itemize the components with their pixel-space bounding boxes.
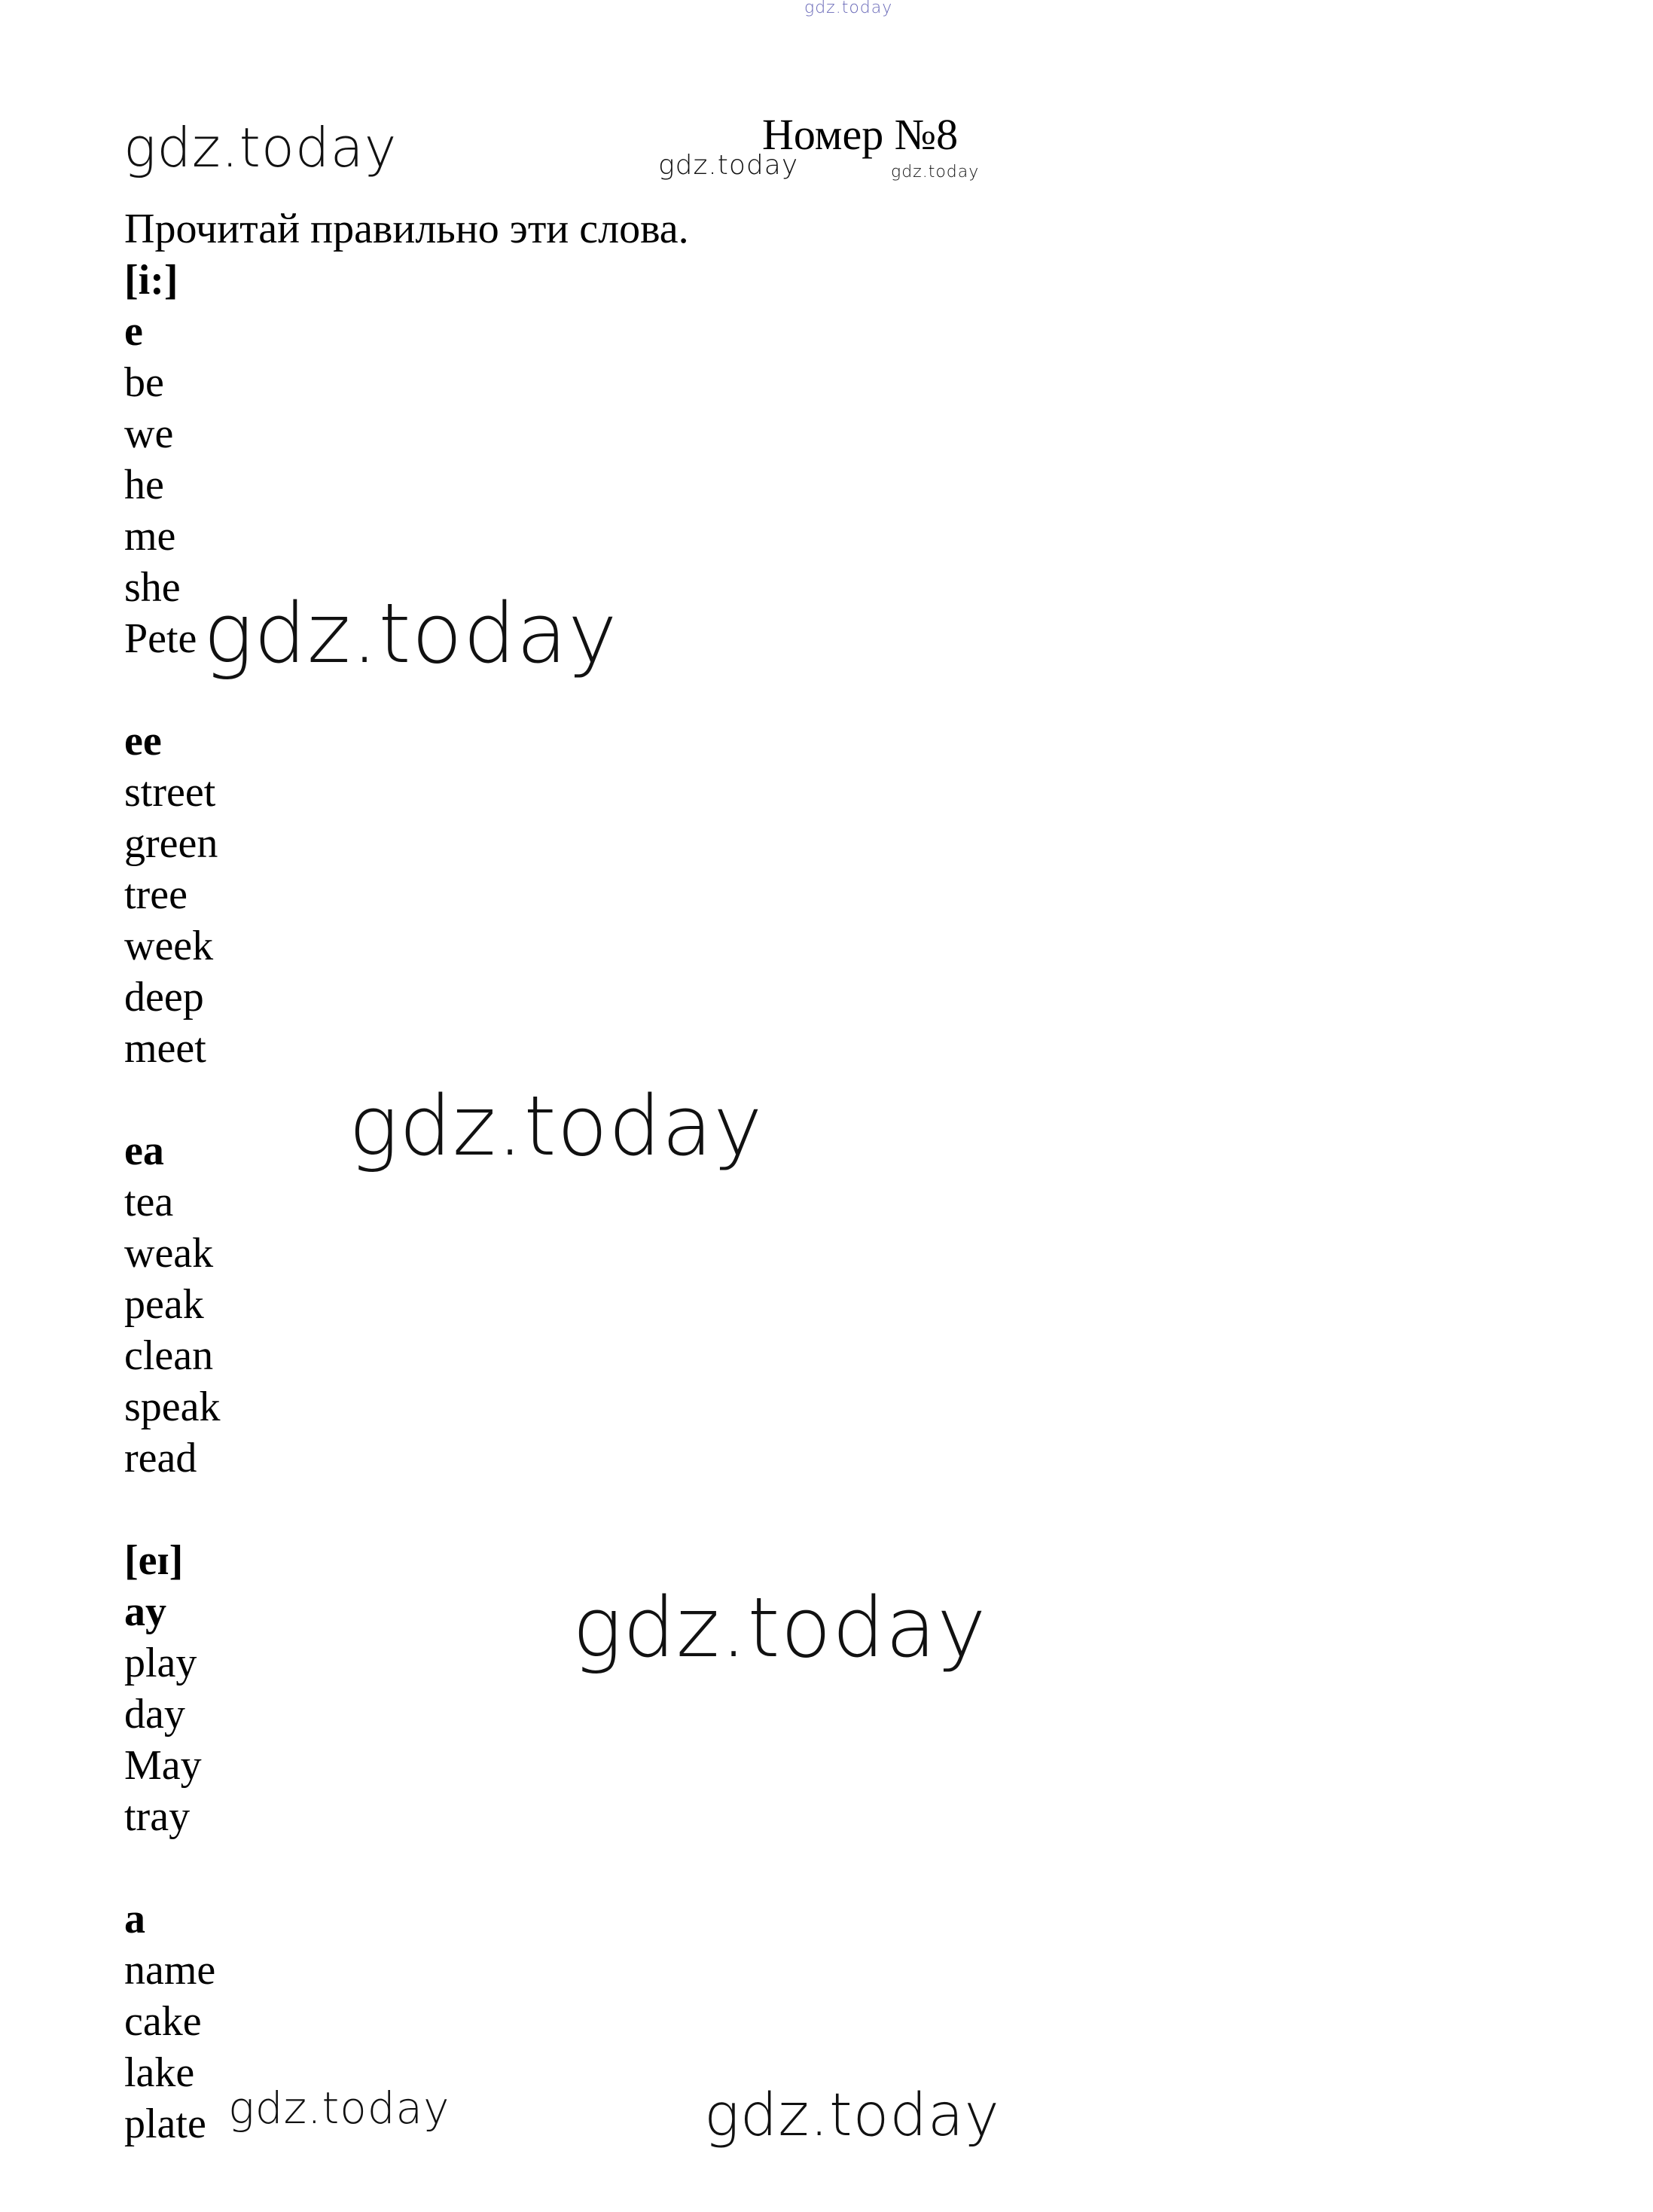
word-item: May <box>124 1742 202 1789</box>
word-item: street <box>124 769 216 816</box>
word-item: read <box>124 1435 197 1481</box>
word-item: we <box>124 410 174 457</box>
word-item: deep <box>124 974 204 1021</box>
word-item: me <box>124 513 176 560</box>
watermark-top: gdz.today <box>804 0 893 17</box>
word-item: he <box>124 462 164 508</box>
watermark-bottom-right: gdz.today <box>704 2082 1000 2149</box>
watermark-large: gdz.today <box>572 1579 987 1676</box>
watermark-large: gdz.today <box>203 585 618 682</box>
watermark-large: gdz.today <box>349 1078 764 1174</box>
group-spacer <box>124 1484 689 1535</box>
word-item: name <box>124 1947 216 1994</box>
group-label-ee: ee <box>124 718 162 764</box>
word-item: lake <box>124 2049 195 2096</box>
word-item: meet <box>124 1025 206 1072</box>
exercise-content <box>124 203 689 2149</box>
word-item: speak <box>124 1384 221 1430</box>
group-label-ea: ea <box>124 1127 164 1174</box>
word-item: tree <box>124 871 188 918</box>
word-item: peak <box>124 1281 204 1328</box>
watermark-header-small: gdz.today <box>658 150 799 181</box>
word-item: cake <box>124 1998 202 2045</box>
sound-heading-i: [i:] <box>124 257 178 304</box>
page-title: Номер №8 <box>762 110 959 159</box>
word-item: day <box>124 1691 185 1738</box>
watermark-header-tiny: gdz.today <box>891 163 980 182</box>
word-item: tea <box>124 1179 174 1225</box>
word-item: Pete <box>124 615 197 662</box>
word-item: play <box>124 1640 197 1686</box>
word-item: week <box>124 923 214 969</box>
group-label-a: a <box>124 1896 145 1942</box>
word-item: clean <box>124 1332 214 1379</box>
word-item: green <box>124 820 218 867</box>
group-label-e: e <box>124 308 143 355</box>
word-item: plate <box>124 2101 206 2147</box>
sound-heading-ei: [eɪ] <box>124 1537 184 1584</box>
group-label-ay: ay <box>124 1588 166 1635</box>
group-spacer <box>124 1842 689 1893</box>
word-item: be <box>124 359 164 406</box>
word-item: tray <box>124 1793 191 1840</box>
watermark-header-left: gdz.today <box>124 116 398 179</box>
word-item: weak <box>124 1230 214 1277</box>
watermark-bottom-left: gdz.today <box>228 2082 450 2134</box>
word-item: she <box>124 564 181 611</box>
instruction-text: Прочитай правильно эти слова. <box>124 206 689 252</box>
